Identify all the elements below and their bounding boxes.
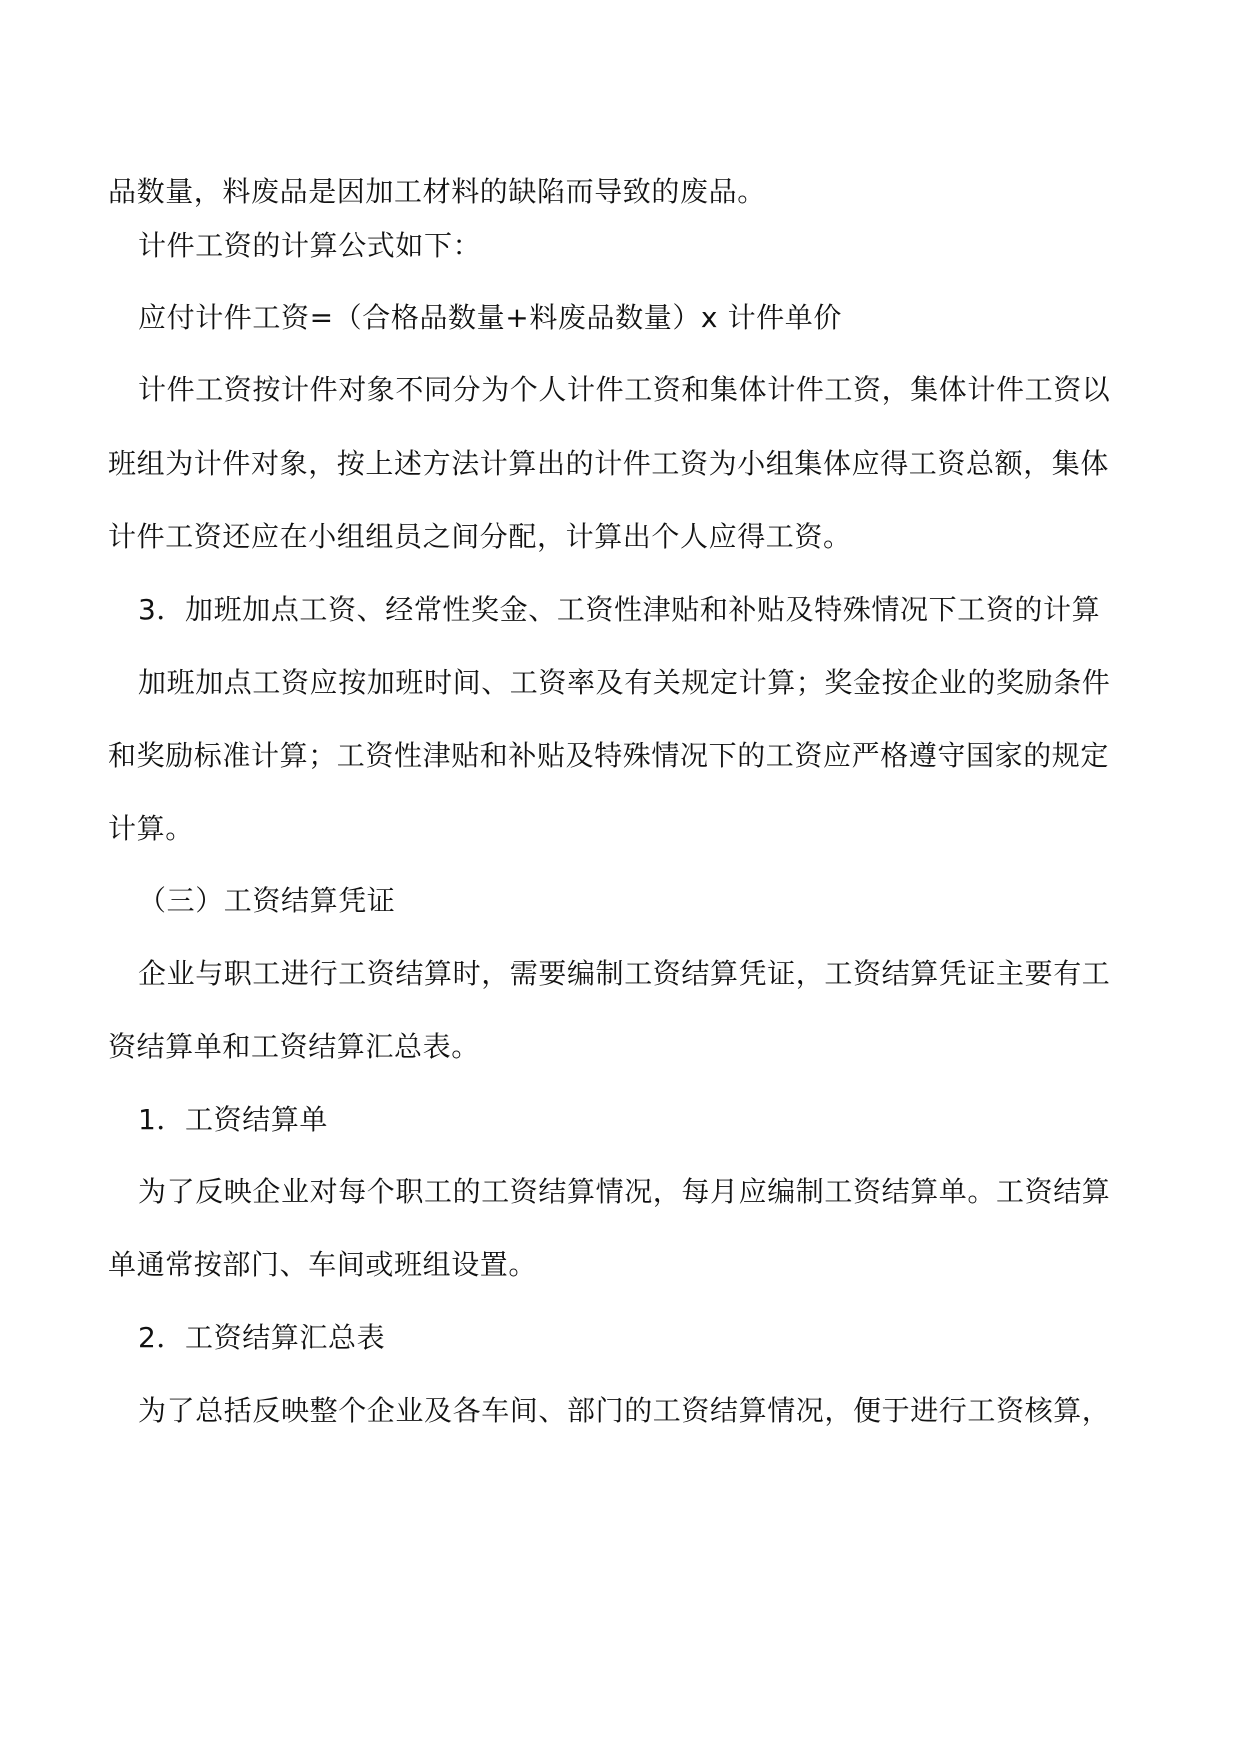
text-line: 计件工资按计件对象不同分为个人计件工资和集体计件工资，集体计件工资以 [138, 373, 1111, 406]
section-heading: 2．工资结算汇总表 [138, 1321, 386, 1354]
text-line: 和奖励标准计算；工资性津贴和补贴及特殊情况下的工资应严格遵守国家的规定 [108, 739, 1110, 772]
text-line: 单通常按部门、车间或班组设置。 [108, 1248, 538, 1281]
formula-line: 应付计件工资=（合格品数量+料废品数量）x 计件单价 [138, 301, 842, 334]
text-line: 计算。 [108, 812, 194, 845]
text-line: 加班加点工资应按加班时间、工资率及有关规定计算；奖金按企业的奖励条件 [138, 666, 1111, 699]
text-line: 为了反映企业对每个职工的工资结算情况，每月应编制工资结算单。工资结算 [138, 1175, 1111, 1208]
text-line: 计件工资的计算公式如下： [138, 229, 482, 262]
section-heading: （三）工资结算凭证 [138, 884, 396, 917]
text-line: 计件工资还应在小组组员之间分配，计算出个人应得工资。 [108, 520, 852, 553]
section-heading: 1．工资结算单 [138, 1103, 329, 1136]
text-line: 企业与职工进行工资结算时，需要编制工资结算凭证，工资结算凭证主要有工 [138, 957, 1111, 990]
text-line: 品数量，料废品是因加工材料的缺陷而导致的废品。 [108, 175, 766, 208]
section-heading: 3．加班加点工资、经常性奖金、工资性津贴和补贴及特殊情况下工资的计算 [138, 593, 1101, 626]
text-line: 为了总括反映整个企业及各车间、部门的工资结算情况，便于进行工资核算， [138, 1394, 1111, 1427]
text-line: 班组为计件对象，按上述方法计算出的计件工资为小组集体应得工资总额，集体 [108, 447, 1110, 480]
text-line: 资结算单和工资结算汇总表。 [108, 1030, 480, 1063]
